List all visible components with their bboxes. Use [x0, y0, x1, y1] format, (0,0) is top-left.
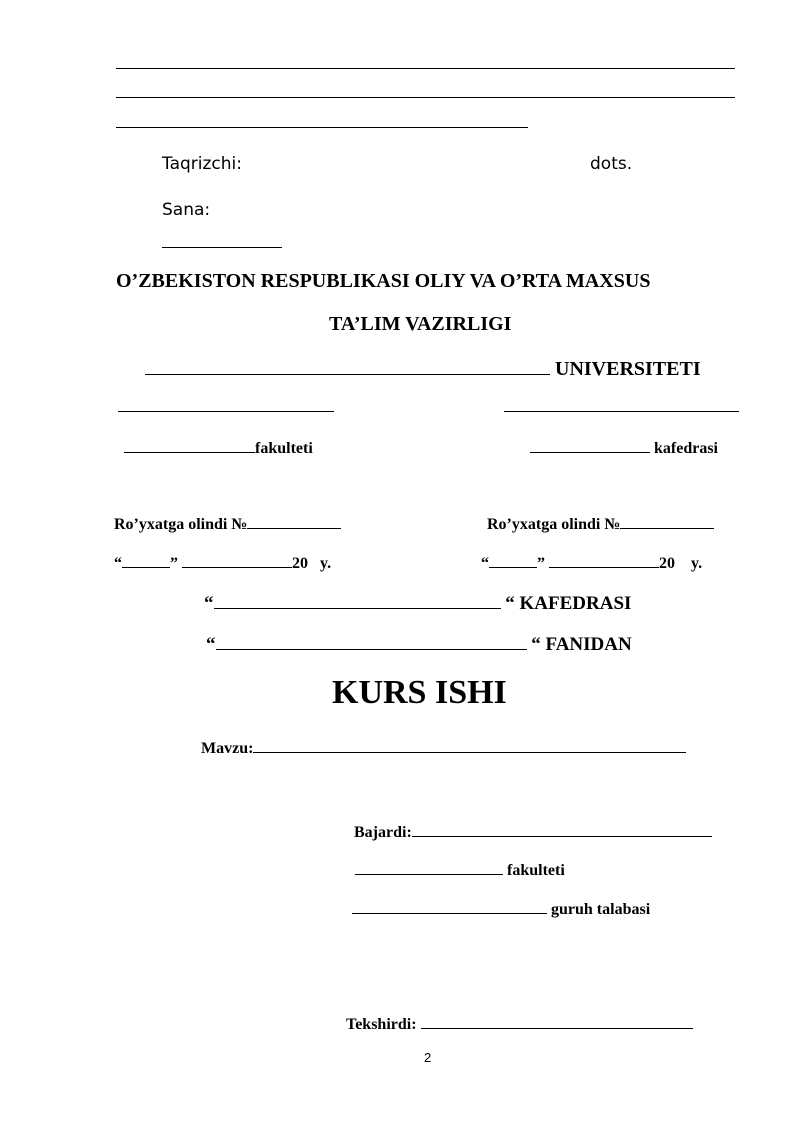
checker-line — [346, 1012, 693, 1034]
registration-right — [487, 512, 714, 534]
faculty-suffix: fakulteti — [255, 440, 313, 457]
ministry-line-2: TA’LIM VAZIRLIGI — [329, 313, 512, 335]
performer-group-blank — [352, 897, 547, 914]
registration-left — [114, 512, 341, 534]
fan-quote-open: “ — [206, 634, 216, 655]
performer-line — [354, 820, 712, 842]
quote-open: “ — [114, 555, 122, 572]
topic-label: Mavzu: — [201, 740, 254, 757]
checker-label: Tekshirdi: — [346, 1016, 417, 1033]
department-blank — [530, 436, 650, 453]
checker-blank — [421, 1012, 693, 1029]
registration-date-left — [114, 551, 331, 573]
date-label: Sana: — [162, 200, 211, 220]
quote-close: ” — [537, 555, 545, 572]
performer-blank — [412, 820, 712, 837]
review-line-3 — [116, 127, 528, 128]
year-prefix-right: 20 — [659, 555, 675, 572]
date-line — [162, 247, 282, 248]
university-name-blank — [145, 354, 550, 375]
fan-blank — [216, 630, 527, 650]
ministry-line-1: O’ZBEKISTON RESPUBLIKASI OLIY VA O’RTA MAXSUS — [116, 270, 651, 292]
year-prefix-left: 20 — [292, 555, 308, 572]
performer-faculty-line — [355, 858, 565, 880]
day-blank-right — [489, 551, 537, 568]
page-number: 2 — [424, 1050, 432, 1065]
department-line — [530, 436, 718, 458]
performer-group-line — [352, 897, 650, 919]
kafedra-blank — [214, 589, 501, 609]
performer-label: Bajardi: — [354, 824, 412, 841]
faculty-line — [124, 436, 313, 458]
fan-line — [206, 630, 632, 656]
month-blank-right — [549, 551, 659, 568]
quote-close: ” — [170, 555, 178, 572]
registration-label-left: Ro’yxatga olindi № — [114, 516, 248, 533]
day-blank-left — [122, 551, 170, 568]
department-suffix: kafedrasi — [654, 440, 718, 457]
left-blank-line — [118, 411, 334, 412]
fan-suffix: “ FANIDAN — [531, 634, 632, 655]
year-suffix-right: y. — [691, 555, 703, 572]
registration-number-blank-right — [620, 512, 714, 529]
kafedra-suffix: “ KAFEDRASI — [505, 593, 632, 614]
performer-faculty-blank — [355, 858, 503, 875]
performer-faculty-suffix: fakulteti — [507, 862, 565, 879]
quote-open: “ — [481, 555, 489, 572]
topic-blank — [253, 736, 686, 753]
performer-group-suffix: guruh talabasi — [551, 901, 651, 918]
kafedra-line — [204, 589, 631, 615]
reviewer-label: Taqrizchi: — [162, 154, 242, 174]
faculty-blank — [124, 436, 255, 453]
topic-line — [201, 736, 686, 758]
registration-date-right — [481, 551, 702, 573]
reviewer-title: dots. — [590, 154, 633, 174]
page-title: KURS ISHI — [332, 674, 507, 711]
registration-number-blank-left — [247, 512, 341, 529]
review-line-1 — [116, 68, 735, 69]
university-suffix: UNIVERSITETI — [555, 358, 701, 380]
right-blank-line — [504, 411, 739, 412]
registration-label-right: Ro’yxatga olindi № — [487, 516, 621, 533]
review-line-2 — [116, 97, 735, 98]
year-suffix-left: y. — [320, 555, 332, 572]
month-blank-left — [182, 551, 292, 568]
university-line — [145, 354, 701, 381]
kafedra-quote-open: “ — [204, 593, 214, 614]
